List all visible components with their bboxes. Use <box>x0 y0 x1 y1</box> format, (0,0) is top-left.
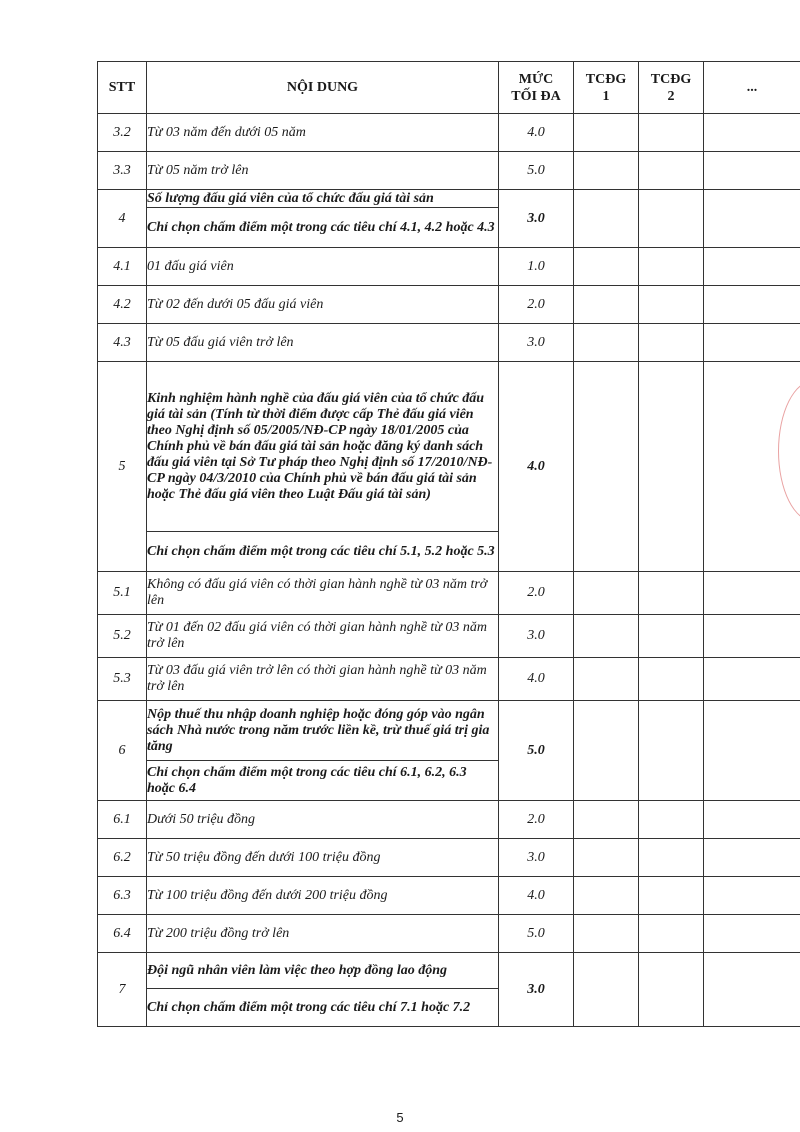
table-row <box>98 362 800 532</box>
row-score: 5.0 <box>499 915 574 953</box>
row-score: 5.0 <box>499 701 574 801</box>
row-score: 4.0 <box>499 114 574 152</box>
score-cell-tcdg2[interactable] <box>639 658 704 701</box>
score-cell-tcdg2[interactable] <box>639 152 704 190</box>
score-cell-more[interactable] <box>704 114 800 152</box>
score-cell-tcdg1[interactable] <box>574 801 639 839</box>
row-score: 3.0 <box>499 190 574 248</box>
score-cell-more[interactable] <box>704 877 800 915</box>
row-content-title: Kinh nghiệm hành nghề của đấu giá viên của tổ chức đấu giá tài sản (Tính từ thời điểm được cấp Thẻ đấu giá viên theo Nghị định số 05/2005/NĐ-CP ngày 18/01/2005 của Chính phủ về bán đấu giá tài sản hoặc đăng ký danh sách đấu giá viên tại Sở Tư pháp theo Nghị định số 17/2010/NĐ-CP ngày 04/3/2010 của Chính phủ về bán đấu giá tài sản hoặc Thẻ đấu giá viên theo Luật Đấu giá tài sản) <box>147 362 499 532</box>
score-cell-more[interactable] <box>704 286 800 324</box>
table-row <box>98 114 800 152</box>
row-stt: 5.1 <box>98 572 147 615</box>
score-cell-more[interactable] <box>704 190 800 248</box>
row-stt: 6 <box>98 701 147 801</box>
score-cell-tcdg1[interactable] <box>574 190 639 248</box>
row-stt: 3.3 <box>98 152 147 190</box>
row-score: 1.0 <box>499 248 574 286</box>
row-content-note: Chỉ chọn chấm điểm một trong các tiêu chí 6.1, 6.2, 6.3 hoặc 6.4 <box>147 761 499 801</box>
row-stt: 4 <box>98 190 147 248</box>
evaluation-table <box>97 61 800 1027</box>
row-score: 2.0 <box>499 801 574 839</box>
row-score: 4.0 <box>499 658 574 701</box>
score-cell-more[interactable] <box>704 152 800 190</box>
score-cell-tcdg1[interactable] <box>574 915 639 953</box>
row-score: 3.0 <box>499 324 574 362</box>
row-stt: 6.4 <box>98 915 147 953</box>
row-content: 01 đấu giá viên <box>147 248 499 286</box>
row-content: Từ 03 đấu giá viên trở lên có thời gian hành nghề từ 03 năm trở lên <box>147 658 499 701</box>
score-cell-tcdg2[interactable] <box>639 701 704 801</box>
row-score: 4.0 <box>499 362 574 572</box>
score-cell-tcdg2[interactable] <box>639 362 704 572</box>
score-cell-more[interactable] <box>704 701 800 801</box>
row-stt: 5 <box>98 362 147 572</box>
score-cell-more[interactable] <box>704 915 800 953</box>
row-content: Từ 05 năm trở lên <box>147 152 499 190</box>
table-row <box>98 658 800 701</box>
header-stt: STT <box>98 62 147 114</box>
score-cell-tcdg1[interactable] <box>574 572 639 615</box>
score-cell-tcdg2[interactable] <box>639 915 704 953</box>
table-row <box>98 248 800 286</box>
table-row <box>98 152 800 190</box>
header-tcdg-2: TCĐG 2 <box>639 62 704 114</box>
score-cell-more[interactable] <box>704 801 800 839</box>
score-cell-tcdg1[interactable] <box>574 701 639 801</box>
row-score: 2.0 <box>499 286 574 324</box>
header-tcdg-1: TCĐG 1 <box>574 62 639 114</box>
score-cell-tcdg1[interactable] <box>574 114 639 152</box>
row-content: Từ 01 đến 02 đấu giá viên có thời gian hành nghề từ 03 năm trở lên <box>147 615 499 658</box>
score-cell-more[interactable] <box>704 572 800 615</box>
row-content: Từ 50 triệu đồng đến dưới 100 triệu đồng <box>147 839 499 877</box>
row-stt: 5.3 <box>98 658 147 701</box>
score-cell-tcdg2[interactable] <box>639 190 704 248</box>
row-score: 5.0 <box>499 152 574 190</box>
table-row <box>98 324 800 362</box>
row-score: 2.0 <box>499 572 574 615</box>
table-row <box>98 615 800 658</box>
header-more: ... <box>704 62 800 114</box>
row-content-title: Nộp thuế thu nhập doanh nghiệp hoặc đóng góp vào ngân sách Nhà nước trong năm trước liền kề, trừ thuế giá trị gia tăng <box>147 701 499 761</box>
header-muc-toi-da: MỨC TỐI ĐA <box>499 62 574 114</box>
row-score: 3.0 <box>499 839 574 877</box>
table-row <box>98 839 800 877</box>
score-cell-tcdg1[interactable] <box>574 615 639 658</box>
score-cell-tcdg1[interactable] <box>574 877 639 915</box>
row-content: Không có đấu giá viên có thời gian hành nghề từ 03 năm trở lên <box>147 572 499 615</box>
row-content-note: Chỉ chọn chấm điểm một trong các tiêu chí 5.1, 5.2 hoặc 5.3 <box>147 532 499 572</box>
score-cell-tcdg2[interactable] <box>639 615 704 658</box>
header-noi-dung: NỘI DUNG <box>147 62 499 114</box>
table-row <box>98 286 800 324</box>
row-content: Dưới 50 triệu đồng <box>147 801 499 839</box>
score-cell-tcdg2[interactable] <box>639 324 704 362</box>
row-stt: 4.2 <box>98 286 147 324</box>
row-stt: 6.3 <box>98 877 147 915</box>
row-score: 3.0 <box>499 615 574 658</box>
score-cell-tcdg1[interactable] <box>574 286 639 324</box>
row-content-note: Chỉ chọn chấm điểm một trong các tiêu chí 4.1, 4.2 hoặc 4.3 <box>147 208 499 248</box>
page-number: 5 <box>396 1110 404 1125</box>
row-stt: 6.1 <box>98 801 147 839</box>
score-cell-more[interactable] <box>704 248 800 286</box>
score-cell-more[interactable] <box>704 953 800 1027</box>
score-cell-more[interactable] <box>704 839 800 877</box>
table-row <box>98 572 800 615</box>
table-row <box>98 701 800 761</box>
row-score: 3.0 <box>499 953 574 1027</box>
row-stt: 5.2 <box>98 615 147 658</box>
score-cell-tcdg2[interactable] <box>639 801 704 839</box>
row-stt: 3.2 <box>98 114 147 152</box>
score-cell-tcdg1[interactable] <box>574 658 639 701</box>
score-cell-tcdg2[interactable] <box>639 953 704 1027</box>
score-cell-tcdg1[interactable] <box>574 152 639 190</box>
score-cell-tcdg2[interactable] <box>639 248 704 286</box>
table-row <box>98 190 800 208</box>
row-stt: 6.2 <box>98 839 147 877</box>
score-cell-tcdg1[interactable] <box>574 362 639 572</box>
red-stamp-fragment <box>770 380 800 500</box>
score-cell-tcdg2[interactable] <box>639 114 704 152</box>
table-row <box>98 877 800 915</box>
score-cell-more[interactable] <box>704 324 800 362</box>
row-stt: 7 <box>98 953 147 1027</box>
row-content: Từ 100 triệu đồng đến dưới 200 triệu đồng <box>147 877 499 915</box>
table-row <box>98 801 800 839</box>
score-cell-tcdg2[interactable] <box>639 839 704 877</box>
score-cell-tcdg2[interactable] <box>639 286 704 324</box>
score-cell-tcdg1[interactable] <box>574 839 639 877</box>
row-stt: 4.1 <box>98 248 147 286</box>
score-cell-more[interactable] <box>704 615 800 658</box>
score-cell-tcdg1[interactable] <box>574 324 639 362</box>
table-header-row <box>98 62 800 114</box>
score-cell-tcdg2[interactable] <box>639 572 704 615</box>
score-cell-tcdg2[interactable] <box>639 877 704 915</box>
row-content: Từ 200 triệu đồng trở lên <box>147 915 499 953</box>
row-content: Từ 02 đến dưới 05 đấu giá viên <box>147 286 499 324</box>
row-score: 4.0 <box>499 877 574 915</box>
table-row <box>98 915 800 953</box>
score-cell-tcdg1[interactable] <box>574 248 639 286</box>
table-row <box>98 953 800 989</box>
row-content-title: Số lượng đấu giá viên của tổ chức đấu giá tài sản <box>147 190 499 208</box>
score-cell-tcdg1[interactable] <box>574 953 639 1027</box>
row-content-title: Đội ngũ nhân viên làm việc theo hợp đồng lao động <box>147 953 499 989</box>
row-content: Từ 05 đấu giá viên trở lên <box>147 324 499 362</box>
row-stt: 4.3 <box>98 324 147 362</box>
row-content: Từ 03 năm đến dưới 05 năm <box>147 114 499 152</box>
row-content-note: Chỉ chọn chấm điểm một trong các tiêu chí 7.1 hoặc 7.2 <box>147 989 499 1027</box>
score-cell-more[interactable] <box>704 658 800 701</box>
